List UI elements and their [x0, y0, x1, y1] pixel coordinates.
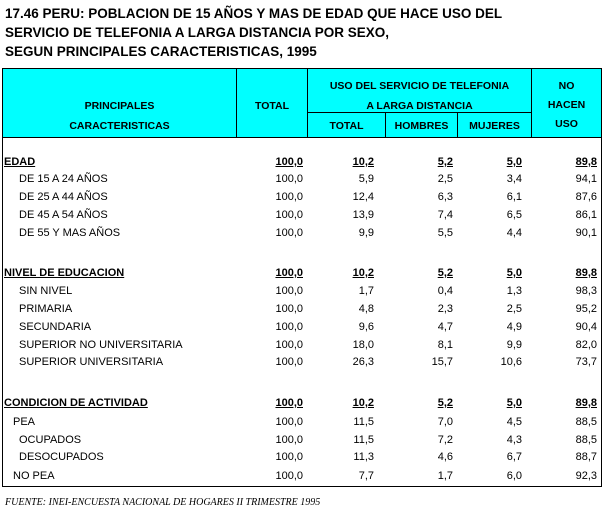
header-women: MUJERES [469, 120, 520, 132]
table-row: SIN NIVEL 100,0 1,7 0,4 1,3 98,3 [19, 285, 597, 297]
title-line-3: SEGUN PRINCIPALES CARACTERISTICAS, 1995 [5, 44, 317, 59]
header-characteristics: PRINCIPALES CARACTERISTICAS [69, 100, 170, 132]
table-row: DE 45 A 54 AÑOS 100,0 13,9 7,4 6,5 86,1 [19, 209, 597, 221]
header-men: HOMBRES [394, 120, 449, 132]
table-title [5, 4, 502, 61]
table-row: CONDICION DE ACTIVIDAD 100,0 10,2 5,2 5,0 89,8 [4, 397, 597, 409]
table-row: SUPERIOR UNIVERSITARIA 100,0 26,3 15,7 10,6 73,7 [19, 356, 597, 368]
table-row: SUPERIOR NO UNIVERSITARIA 100,0 18,0 8,1 9,9 82,0 [19, 339, 597, 351]
table-row: NIVEL DE EDUCACION 100,0 10,2 5,2 5,0 89,8 [4, 267, 597, 279]
table-row: DESOCUPADOS 100,0 11,3 4,6 6,7 88,7 [19, 451, 597, 463]
title-line-2: SERVICIO DE TELEFONIA A LARGA DISTANCIA POR SEXO, [5, 25, 390, 40]
table-row: OCUPADOS 100,0 11,5 7,2 4,3 88,5 [19, 434, 597, 446]
header-total: TOTAL [254, 100, 290, 112]
header-no-use: NO HACEN USO [547, 80, 586, 130]
table-row: PRIMARIA 100,0 4,8 2,3 2,5 95,2 [19, 303, 597, 315]
header-bottom-rule [3, 137, 601, 138]
table-row: SECUNDARIA 100,0 9,6 4,7 4,9 90,4 [19, 321, 597, 333]
statistics-table [2, 68, 602, 487]
table-row: NO PEA 100,0 7,7 1,7 6,0 92,3 [13, 470, 597, 482]
table-row: DE 25 A 44 AÑOS 100,0 12,4 6,3 6,1 87,6 [19, 191, 597, 203]
title-line-1: 17.46 PERU: POBLACION DE 15 AÑOS Y MAS DE EDAD QUE HACE USO DEL [5, 6, 503, 21]
table-row: DE 55 Y MAS AÑOS 100,0 9,9 5,5 4,4 90,1 [19, 227, 597, 239]
table-row: PEA 100,0 11,5 7,0 4,5 88,5 [13, 416, 597, 428]
table-row: EDAD 100,0 10,2 5,2 5,0 89,8 [4, 156, 597, 168]
header-usage: USO DEL SERVICIO DE TELEFONIA A LARGA DISTANCIA [329, 80, 510, 112]
header-usage-total: TOTAL [329, 120, 364, 132]
table-row: DE 15 A 24 AÑOS 100,0 5,9 2,5 3,4 94,1 [19, 173, 597, 185]
source-note: FUENTE: INEI-ENCUESTA NACIONAL DE HOGARES II TRIMESTRE 1995 [5, 497, 321, 508]
